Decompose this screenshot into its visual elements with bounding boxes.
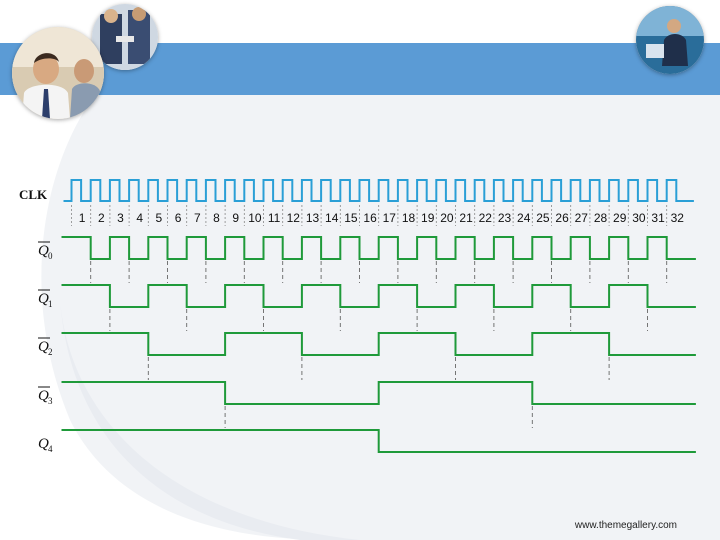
pulse-number: 21 xyxy=(459,211,473,225)
signal-label-subscript: 4 xyxy=(48,444,53,454)
signal-label-q2 xyxy=(38,338,53,357)
pulse-number: 30 xyxy=(632,211,646,225)
signal-label-base: Q xyxy=(38,436,49,452)
pulse-numbers xyxy=(79,211,685,225)
signal-waveform-q4 xyxy=(62,430,696,452)
signal-labels xyxy=(19,187,53,454)
pulse-number: 15 xyxy=(344,211,358,225)
pulse-number: 12 xyxy=(286,211,300,225)
pulse-number: 27 xyxy=(574,211,588,225)
pulse-number: 22 xyxy=(478,211,492,225)
pulse-number: 17 xyxy=(382,211,396,225)
pulse-number: 8 xyxy=(213,211,220,225)
pulse-number: 23 xyxy=(497,211,512,225)
signal-waveform-q1 xyxy=(62,285,696,307)
clk-waveform xyxy=(64,180,694,201)
pulse-number: 18 xyxy=(401,211,416,225)
signal-label-base: Q xyxy=(38,339,49,355)
signal-label-q4 xyxy=(38,436,53,454)
pulse-number: 26 xyxy=(555,211,569,225)
signal-label-base: Q xyxy=(38,388,49,404)
signal-waveforms xyxy=(62,237,696,452)
signal-label-q1 xyxy=(38,290,53,309)
pulse-number: 20 xyxy=(440,211,454,225)
pulse-number: 7 xyxy=(193,211,201,225)
pulse-number: 10 xyxy=(248,211,262,225)
clk-label: CLK xyxy=(19,187,48,202)
pulse-number: 3 xyxy=(117,211,124,225)
pulse-number: 4 xyxy=(136,211,144,225)
footer-url: www.themegallery.com xyxy=(574,520,677,531)
signal-label-subscript: 2 xyxy=(48,347,53,357)
pulse-number: 14 xyxy=(325,211,339,225)
pulse-number: 16 xyxy=(363,211,377,225)
pulse-number: 24 xyxy=(517,211,531,225)
pulse-number: 19 xyxy=(421,211,435,225)
pulse-number: 28 xyxy=(593,211,608,225)
pulse-number: 13 xyxy=(305,211,320,225)
pulse-number: 31 xyxy=(651,211,665,225)
pulse-number: 5 xyxy=(155,211,163,225)
pulse-number: 9 xyxy=(232,211,240,225)
clock-waveform xyxy=(64,180,694,201)
pulse-number: 2 xyxy=(97,211,105,225)
signal-label-subscript: 3 xyxy=(48,396,53,406)
signal-waveform-q0 xyxy=(62,237,696,259)
pulse-number: 6 xyxy=(174,211,182,225)
pulse-number: 25 xyxy=(536,211,550,225)
signal-label-base: Q xyxy=(38,291,49,307)
pulse-number: 1 xyxy=(78,211,86,225)
pulse-number: 11 xyxy=(267,211,281,225)
signal-label-q0 xyxy=(38,242,53,261)
transition-markers xyxy=(72,205,667,428)
signal-label-subscript: 1 xyxy=(48,299,53,309)
signal-label-subscript: 0 xyxy=(48,251,53,261)
signal-label-base: Q xyxy=(38,243,49,259)
signal-label-q3 xyxy=(38,387,53,406)
signal-waveform-q2 xyxy=(62,333,696,355)
signal-waveform-q3 xyxy=(62,382,696,404)
pulse-number: 29 xyxy=(613,211,627,225)
pulse-number: 32 xyxy=(670,211,684,225)
